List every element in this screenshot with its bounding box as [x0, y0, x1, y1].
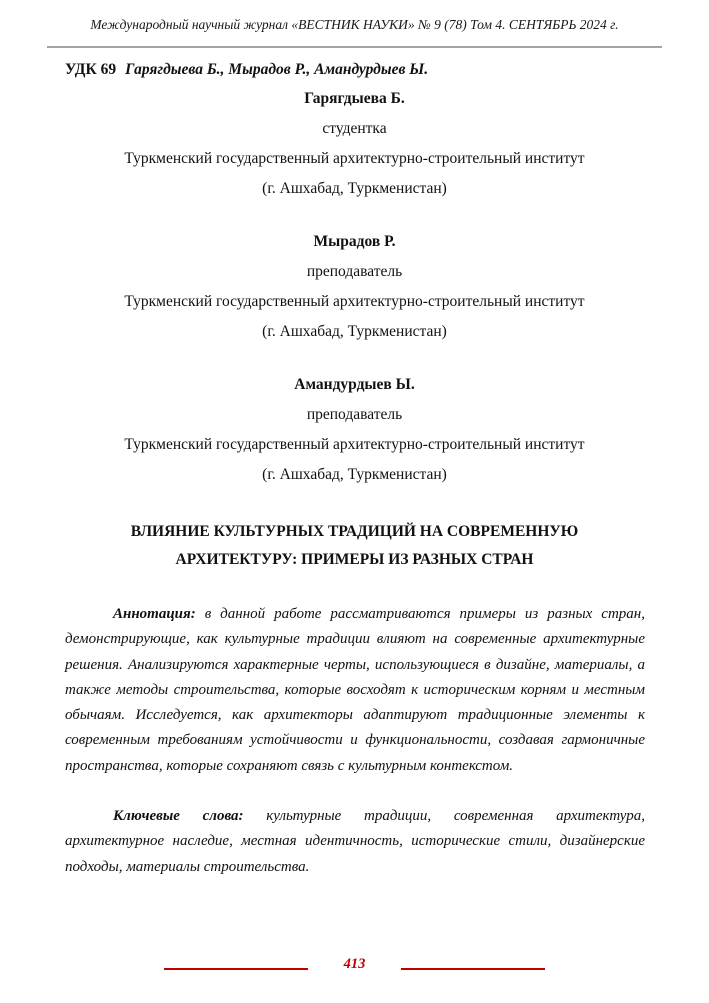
author-block-3: [0, 370, 709, 490]
keywords-label: Ключевые слова:: [113, 808, 244, 825]
abstract-paragraph: [65, 602, 645, 779]
author-block-1: [0, 84, 709, 204]
udc-label: УДК 69: [65, 61, 117, 78]
author-block-2: [0, 227, 709, 347]
page-number: 413: [343, 956, 366, 972]
author-location: (г. Ашхабад, Туркменистан): [262, 180, 447, 197]
author-name: Мырадов Р.: [313, 233, 396, 250]
journal-header: Международный научный журнал «ВЕСТНИК НАУКИ» № 9 (78) Том 4. СЕНТЯБРЬ 2024 г.: [90, 17, 619, 32]
udc-authors: Гарягдыева Б., Мырадов Р., Амандурдыев Ы.: [125, 61, 429, 78]
abstract-text: в данной работе рассматриваются примеры из разных стран, демонстрирующие, как культурные традиции влияют на современные архитектурные решения. Анализируются характерные черты, использующиеся в дизайне, материалы, а также методы строительства, которые восходят к историческим корням и местным обычаям. Исследуется, как архитекторы адаптируют традиционные элементы к современным требованиям устойчивости и функциональности, создавая гармоничные пространства, которые сохраняют связь с культурным контекстом.: [65, 606, 645, 774]
article-title: ВЛИЯНИЕ КУЛЬТУРНЫХ ТРАДИЦИЙ НА СОВРЕМЕННУЮ АРХИТЕКТУРУ: ПРИМЕРЫ ИЗ РАЗНЫХ СТРАН: [130, 523, 579, 568]
author-affiliation: Туркменский государственный архитектурно-строительный институт: [124, 150, 585, 167]
header-divider: [47, 46, 662, 48]
keywords-paragraph: [65, 804, 645, 880]
author-name: Амандурдыев Ы.: [294, 376, 415, 393]
author-affiliation: Туркменский государственный архитектурно-строительный институт: [124, 293, 585, 310]
footer-left-rule: [164, 968, 308, 970]
keywords-text: культурные традиции, современная архитектура, архитектурное наследие, местная идентичность, исторические стили, дизайнерские подходы, материалы строительства.: [65, 808, 645, 875]
author-affiliation: Туркменский государственный архитектурно-строительный институт: [124, 436, 585, 453]
author-location: (г. Ашхабад, Туркменистан): [262, 466, 447, 483]
author-role: преподаватель: [306, 406, 403, 423]
author-name: Гарягдыева Б.: [304, 90, 405, 107]
page-footer: [0, 954, 709, 974]
author-location: (г. Ашхабад, Туркменистан): [262, 323, 447, 340]
footer-right-rule: [401, 968, 545, 970]
abstract-label: Аннотация:: [113, 606, 196, 622]
author-role: преподаватель: [306, 263, 403, 280]
author-role: студентка: [322, 120, 387, 137]
udc-line: [65, 59, 645, 81]
